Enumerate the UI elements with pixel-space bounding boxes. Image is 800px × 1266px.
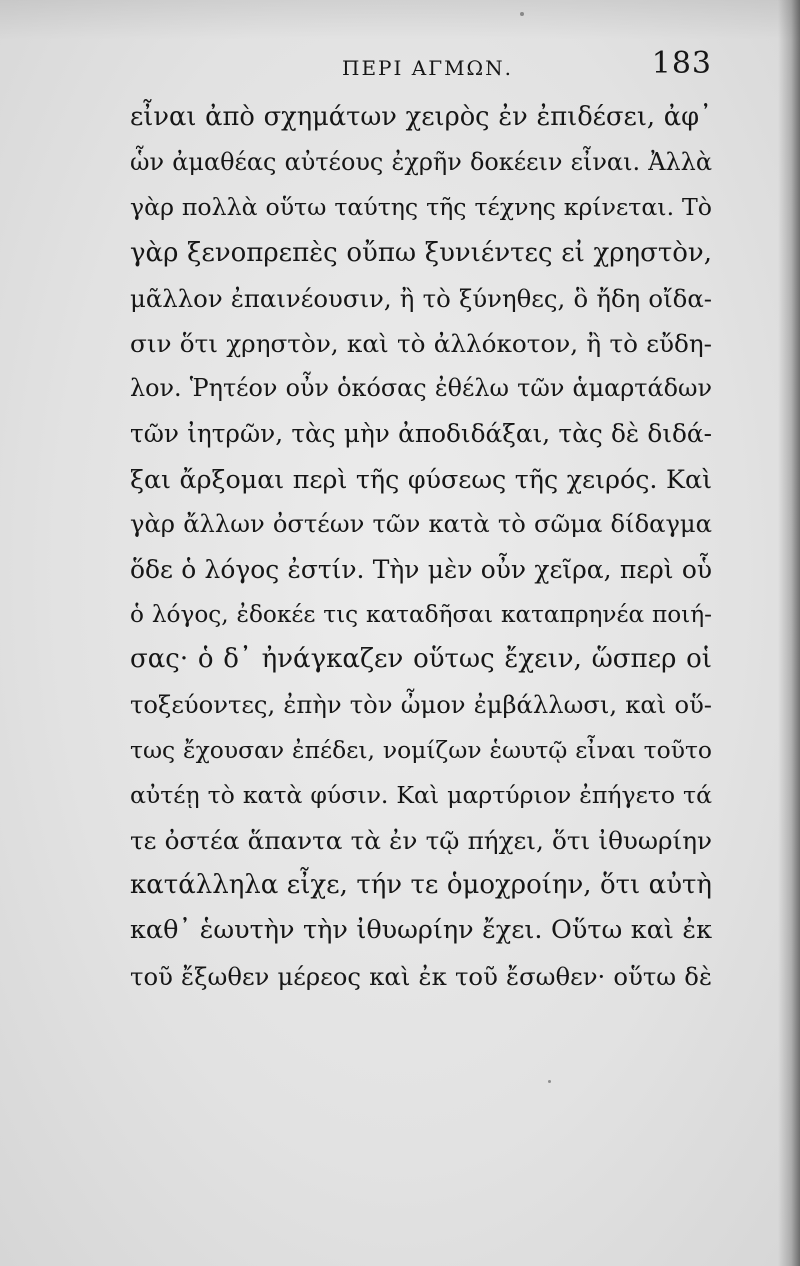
page-number: 183: [651, 46, 712, 81]
text-line: λον. Ῥητέον οὖν ὁκόσας ἐθέλω τῶν ἁμαρτάδων: [130, 374, 712, 403]
text-line: γὰρ πολλὰ οὕτω ταύτης τῆς τέχνης κρίνεται. Τὸ: [130, 193, 712, 222]
text-line: ὅδε ὁ λόγος ἐστίν. Τὴν μὲν οὖν χεῖρα, περὶ οὗ: [130, 554, 712, 584]
running-head: ΠΕΡΙ ΑΓΜΩΝ.: [342, 56, 513, 80]
paper-speck: [548, 1080, 551, 1083]
page-header: [120, 46, 720, 86]
text-line: μᾶλλον ἐπαινέουσιν, ἢ τὸ ξύνηθες, ὃ ἤδη οἴδα-: [130, 283, 712, 313]
text-line: γὰρ ξενοπρεπὲς οὔπω ξυνιέντες εἰ χρηστὸν,: [130, 237, 712, 268]
text-line: κατάλληλα εἶχε, τήν τε ὁμοχροίην, ὅτι αὐτὴ: [130, 870, 712, 901]
text-line: τῶν ἰητρῶν, τὰς μὴν ἀποδιδάξαι, τὰς δὲ διδά-: [130, 419, 712, 449]
text-line: τοῦ ἔξωθεν μέρεος καὶ ἐκ τοῦ ἔσωθεν· οὕτω δὲ: [130, 961, 712, 991]
paper-speck: [520, 12, 524, 16]
top-shadow: [0, 0, 800, 40]
text-line: αὐτέῃ τὸ κατὰ φύσιν. Καὶ μαρτύριον ἐπήγετο τά: [130, 780, 712, 809]
text-line: ὧν ἀμαθέας αὐτέους ἐχρῆν δοκέειν εἶναι. Ἀλλὰ: [130, 148, 712, 177]
page-edge-shadow: [778, 0, 800, 1266]
text-line: σιν ὅτι χρηστὸν, καὶ τὸ ἀλλόκοτον, ἢ τὸ εὔδη-: [130, 328, 712, 358]
text-line: ξαι ἄρξομαι περὶ τῆς φύσεως τῆς χειρός. Καὶ: [130, 463, 712, 494]
text-line: καθ᾽ ἑωυτὴν τὴν ἰθυωρίην ἔχει. Οὕτω καὶ ἐκ: [130, 915, 712, 946]
text-line: ὁ λόγος, ἐδοκέε τις καταδῆσαι καταπρηνέα ποιή-: [130, 601, 712, 629]
text-line: τοξεύοντες, ἐπὴν τὸν ὦμον ἐμβάλλωσι, καὶ οὕ-: [130, 690, 712, 720]
body-text: [130, 95, 712, 999]
text-line: τως ἔχουσαν ἐπέδει, νομίζων ἑωυτῷ εἶναι τοῦτο: [130, 735, 712, 764]
text-line: τε ὀστέα ἅπαντα τὰ ἐν τῷ πήχει, ὅτι ἰθυωρίην: [130, 826, 712, 855]
text-line: γὰρ ἄλλων ὀστέων τῶν κατὰ τὸ σῶμα δίδαγμα: [130, 509, 712, 538]
text-line: σας· ὁ δ᾽ ἠνάγκαζεν οὕτως ἔχειν, ὥσπερ οἱ: [130, 644, 712, 675]
text-line: εἶναι ἀπὸ σχημάτων χειρὸς ἐν ἐπιδέσει, ἀφ᾽: [130, 102, 712, 132]
